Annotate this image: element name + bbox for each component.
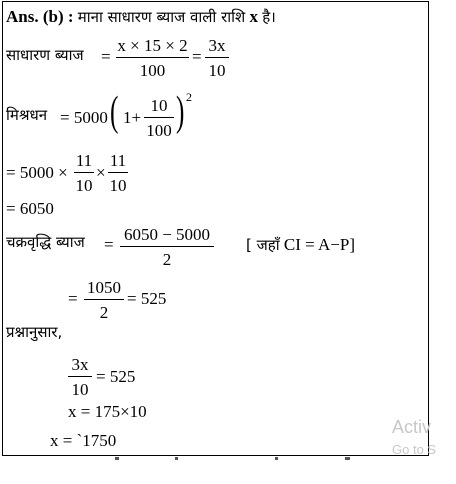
- fraction-denominator: 2: [162, 250, 172, 269]
- simple-interest-label: साधारण ब्याज: [6, 46, 84, 64]
- solve-fraction: [68, 356, 92, 398]
- fraction-numerator: 3x: [71, 355, 89, 374]
- ci-value-eq: =: [68, 289, 78, 308]
- amount-fraction: [144, 97, 174, 139]
- fraction-numerator: 1050: [87, 278, 121, 297]
- amount-eq: = 5000: [60, 108, 108, 127]
- amount-step-fraction-1: [74, 152, 94, 194]
- amount-one-plus: 1+: [123, 108, 142, 127]
- according-label: प्रश्नानुसार,: [6, 323, 63, 341]
- compound-interest-label: चक्रवृद्धि ब्याज: [6, 233, 85, 251]
- simple-interest-result-fraction: [205, 37, 229, 79]
- fraction-denominator: 100: [146, 121, 172, 140]
- fraction-denominator: 10: [208, 61, 226, 80]
- cropped-text-fragments: [115, 457, 395, 461]
- ci-value-result: = 525: [127, 289, 167, 308]
- answer-variable: x: [249, 7, 258, 26]
- amount-label: मिश्रधन: [6, 106, 48, 124]
- fraction-numerator: 11: [109, 151, 127, 170]
- activation-watermark-title: Activ: [392, 417, 432, 437]
- answer-line: [6, 8, 276, 25]
- answer-intro: माना साधारण ब्याज वाली राशि: [77, 8, 246, 26]
- fraction-numerator: 11: [75, 151, 93, 170]
- solve-result: = 525: [96, 367, 136, 386]
- x-step: x = 175×10: [68, 402, 147, 421]
- fraction-denominator: 100: [139, 61, 166, 80]
- answer-label: Ans. (b) :: [6, 7, 74, 26]
- simple-interest-fraction: [116, 37, 189, 79]
- fraction-numerator: 3x: [208, 36, 226, 55]
- amount-result: = 6050: [6, 199, 54, 218]
- fraction-denominator: 10: [71, 380, 89, 399]
- x-final: x = `1750: [50, 431, 117, 450]
- amount-step-fraction-2: [108, 152, 128, 194]
- ci-note-formula: CI = A−P]: [283, 235, 355, 254]
- compound-interest-eq: =: [104, 235, 114, 254]
- amount-step-times: ×: [96, 163, 106, 182]
- simple-interest-eq: =: [101, 47, 111, 66]
- answer-intro-end: है।: [262, 8, 276, 26]
- fraction-numerator: x × 15 × 2: [117, 36, 188, 55]
- ci-note: [246, 236, 355, 253]
- amount-left-paren: (: [110, 89, 119, 135]
- fraction-numerator: 10: [150, 96, 168, 115]
- fraction-denominator: 10: [75, 176, 93, 195]
- amount-exponent: 2: [186, 90, 192, 104]
- amount-right-paren: ): [176, 89, 185, 135]
- compound-interest-fraction: [120, 226, 214, 268]
- amount-step-lead: = 5000 ×: [6, 163, 68, 182]
- fraction-denominator: 10: [109, 176, 127, 195]
- fraction-numerator: 6050 − 5000: [123, 225, 211, 244]
- activation-watermark-subtitle: Go to S: [392, 442, 437, 457]
- ci-note-open: [ जहाँ: [246, 236, 280, 254]
- simple-interest-eq2: =: [192, 47, 202, 66]
- fraction-denominator: 2: [99, 303, 109, 322]
- ci-value-fraction: [84, 279, 124, 321]
